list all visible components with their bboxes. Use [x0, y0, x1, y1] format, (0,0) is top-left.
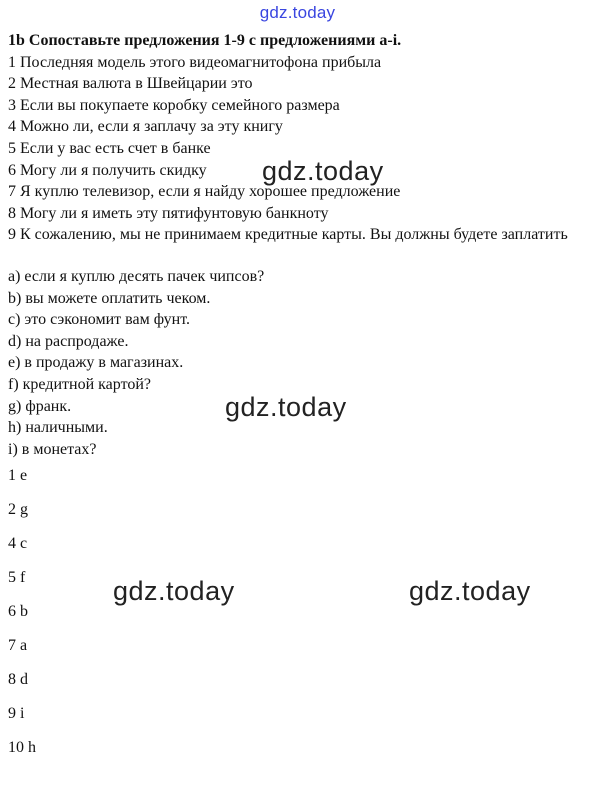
ending-item: g) франк. — [8, 397, 72, 415]
answer-item: 10 h — [8, 739, 36, 757]
ending-item: c) это сэкономит вам фунт. — [8, 311, 191, 329]
ending-item: b) вы можете оплатить чеком. — [8, 289, 211, 307]
answer-item: 8 d — [8, 671, 28, 689]
answer-item: 5 f — [8, 569, 26, 587]
sentence-item: 3 Если вы покупаете коробку семейного размера — [8, 96, 340, 114]
sentence-item: 2 Местная валюта в Швейцарии это — [8, 75, 253, 93]
answer-item: 4 c — [8, 535, 28, 553]
endings-list — [8, 266, 588, 460]
ending-item: e) в продажу в магазинах. — [8, 354, 184, 372]
answers-list — [8, 467, 588, 773]
ending-item: h) наличными. — [8, 419, 108, 437]
watermark: gdz.today — [225, 392, 347, 422]
ending-item: i) в монетах? — [8, 440, 97, 458]
answer-item: 7 a — [8, 637, 28, 655]
sentence-item: 4 Можно ли, если я заплачу за эту книгу — [8, 118, 283, 136]
sentence-item: 5 Если у вас есть счет в банке — [8, 139, 211, 157]
sentence-item: 7 Я куплю телевизор, если я найду хорошее предложение — [8, 183, 401, 201]
section-spacer — [8, 246, 588, 266]
watermark: gdz.today — [409, 576, 531, 606]
sentence-item: 9 К сожалению, мы не принимаем кредитные карты. Вы должны будете заплатить — [8, 226, 568, 244]
sentence-item: 6 Могу ли я получить скидку — [8, 161, 207, 179]
watermark: gdz.today — [113, 576, 235, 606]
answer-item: 6 b — [8, 603, 28, 621]
sentence-item: 8 Могу ли я иметь эту пятифунтовую банкноту — [8, 204, 329, 222]
sentence-item: 1 Последняя модель этого видеомагнитофона прибыла — [8, 53, 382, 71]
site-logo: gdz.today — [259, 3, 336, 22]
ending-item: d) на распродаже. — [8, 332, 129, 350]
sentences-list — [8, 52, 588, 246]
exercise-title: 1b Сопоставьте предложения 1-9 с предложениями a-i. — [8, 32, 402, 49]
answer-item: 1 e — [8, 467, 28, 485]
answer-item: 2 g — [8, 501, 28, 519]
ending-item: a) если я куплю десять пачек чипсов? — [8, 267, 265, 285]
answer-item: 9 i — [8, 705, 25, 723]
ending-item: f) кредитной картой? — [8, 375, 152, 393]
watermark: gdz.today — [262, 156, 384, 186]
